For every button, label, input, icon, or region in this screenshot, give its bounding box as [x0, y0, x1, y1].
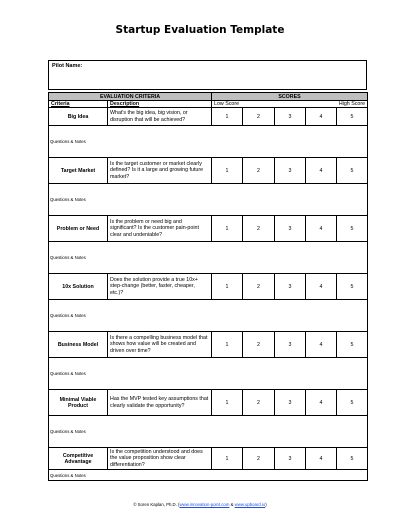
score-cell-3[interactable]: 3 — [275, 158, 306, 184]
criteria-description: Is the problem or need big and significant? Is the customer pain-point clear and undeniable? — [108, 216, 212, 242]
questions-notes-field[interactable] — [49, 416, 368, 448]
evaluation-table — [48, 92, 368, 481]
score-cell-2[interactable]: 2 — [243, 332, 275, 358]
notes-row — [49, 126, 368, 158]
description-column-header: Description — [108, 101, 212, 108]
score-cell-1[interactable]: 1 — [212, 158, 243, 184]
score-cell-2[interactable]: 2 — [243, 448, 275, 470]
criteria-description: Is there a compelling business model that shows how value will be created and driven over time? — [108, 332, 212, 358]
questions-notes-label: Questions & Notes — [50, 371, 86, 376]
questions-notes-field[interactable] — [49, 126, 368, 158]
column-header-row — [49, 101, 368, 108]
score-cell-4[interactable]: 4 — [306, 448, 337, 470]
footer-credit: © Soren Kaplan, Ph.D. (www.innovation-point.com & www.upboard.io) — [133, 502, 267, 507]
criteria-description: What's the big idea, big vision, or disruption that will be achieved? — [108, 108, 212, 126]
criteria-row — [49, 448, 368, 470]
notes-row — [49, 184, 368, 216]
group-header-row — [49, 93, 368, 101]
score-cell-4[interactable]: 4 — [306, 274, 337, 300]
score-cell-4[interactable]: 4 — [306, 216, 337, 242]
score-cell-2[interactable]: 2 — [243, 274, 275, 300]
questions-notes-label: Questions & Notes — [50, 255, 86, 260]
score-cell-1[interactable]: 1 — [212, 448, 243, 470]
criteria-description: Is the competition understood and does the value proposition show clear differentiation? — [108, 448, 212, 470]
score-cell-5[interactable]: 5 — [337, 274, 368, 300]
score-cell-2[interactable]: 2 — [243, 108, 275, 126]
questions-notes-field[interactable] — [49, 470, 368, 481]
score-cell-3[interactable]: 3 — [275, 274, 306, 300]
score-cell-3[interactable]: 3 — [275, 216, 306, 242]
criteria-name: Target Market — [49, 158, 108, 184]
score-range-header — [212, 101, 368, 108]
innovation-point-link[interactable]: www.innovation-point.com — [179, 502, 230, 507]
score-cell-5[interactable]: 5 — [337, 216, 368, 242]
questions-notes-label: Questions & Notes — [50, 139, 86, 144]
low-score-label: Low Score — [214, 101, 240, 107]
scores-group-header: SCORES — [212, 93, 368, 101]
score-cell-4[interactable]: 4 — [306, 390, 337, 416]
questions-notes-field[interactable] — [49, 184, 368, 216]
high-score-label: High Score — [338, 101, 366, 107]
score-cell-3[interactable]: 3 — [275, 390, 306, 416]
criteria-name: Big Idea — [49, 108, 108, 126]
score-cell-5[interactable]: 5 — [337, 448, 368, 470]
notes-row — [49, 358, 368, 390]
criteria-row — [49, 274, 368, 300]
criteria-name: Competitive Advantage — [49, 448, 108, 470]
notes-row — [49, 470, 368, 481]
questions-notes-field[interactable] — [49, 242, 368, 274]
score-cell-5[interactable]: 5 — [337, 108, 368, 126]
criteria-name: 10x Solution — [49, 274, 108, 300]
questions-notes-label: Questions & Notes — [50, 197, 86, 202]
questions-notes-label: Questions & Notes — [50, 313, 86, 318]
score-cell-2[interactable]: 2 — [243, 216, 275, 242]
score-cell-3[interactable]: 3 — [275, 108, 306, 126]
score-cell-5[interactable]: 5 — [337, 390, 368, 416]
questions-notes-field[interactable] — [49, 358, 368, 390]
notes-row — [49, 416, 368, 448]
questions-notes-label: Questions & Notes — [50, 429, 86, 434]
page-title: Startup Evaluation Template — [115, 24, 285, 36]
criteria-description: Is the target customer or market clearly defined? Is it a large and growing future market? — [108, 158, 212, 184]
criteria-name: Problem or Need — [49, 216, 108, 242]
criteria-row — [49, 108, 368, 126]
questions-notes-label: Questions & Notes — [50, 472, 86, 478]
score-cell-1[interactable]: 1 — [212, 108, 243, 126]
score-cell-3[interactable]: 3 — [275, 448, 306, 470]
notes-row — [49, 242, 368, 274]
score-cell-1[interactable]: 1 — [212, 390, 243, 416]
criteria-group-header: EVALUATION CRITERIA — [49, 93, 212, 101]
criteria-name: Business Model — [49, 332, 108, 358]
score-cell-4[interactable]: 4 — [306, 158, 337, 184]
criteria-row — [49, 216, 368, 242]
pilot-name-label: Pilot Name: — [52, 63, 83, 69]
criteria-description: Has the MVP tested key assumptions that clearly validate the opportunity? — [108, 390, 212, 416]
score-cell-1[interactable]: 1 — [212, 216, 243, 242]
criteria-name: Minimal Viable Product — [49, 390, 108, 416]
questions-notes-field[interactable] — [49, 300, 368, 332]
criteria-description: Does the solution provide a true 10x+ step-change (better, faster, cheaper, etc.)? — [108, 274, 212, 300]
pilot-name-field[interactable] — [48, 60, 367, 90]
score-cell-1[interactable]: 1 — [212, 332, 243, 358]
score-cell-5[interactable]: 5 — [337, 158, 368, 184]
criteria-row — [49, 390, 368, 416]
score-cell-2[interactable]: 2 — [243, 390, 275, 416]
score-cell-3[interactable]: 3 — [275, 332, 306, 358]
criteria-row — [49, 158, 368, 184]
score-cell-1[interactable]: 1 — [212, 274, 243, 300]
criteria-column-header: Criteria — [49, 101, 108, 108]
score-cell-5[interactable]: 5 — [337, 332, 368, 358]
score-cell-4[interactable]: 4 — [306, 332, 337, 358]
upboard-link[interactable]: www.upboard.io — [234, 502, 266, 507]
score-cell-4[interactable]: 4 — [306, 108, 337, 126]
notes-row — [49, 300, 368, 332]
score-cell-2[interactable]: 2 — [243, 158, 275, 184]
criteria-row — [49, 332, 368, 358]
